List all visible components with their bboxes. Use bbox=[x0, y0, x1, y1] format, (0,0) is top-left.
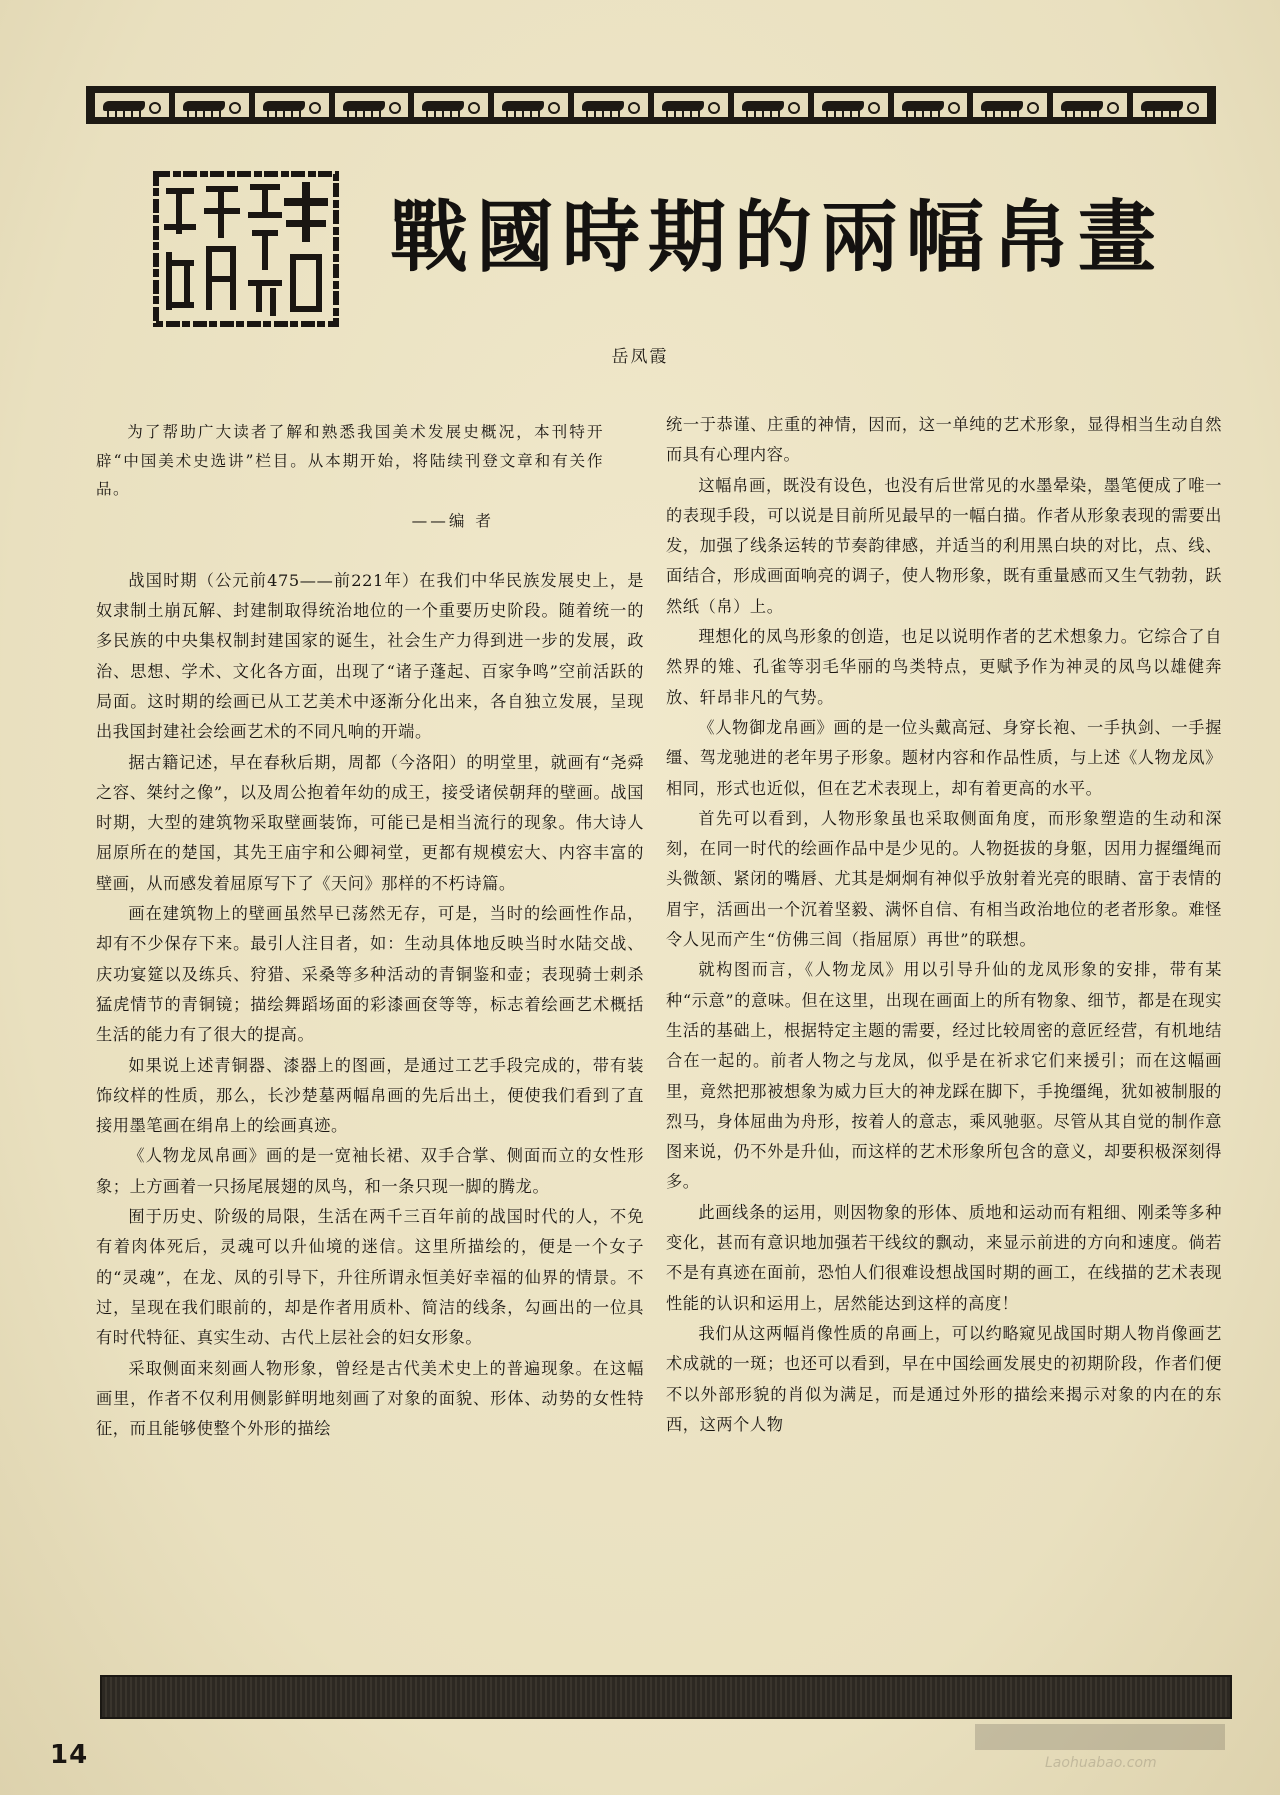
article-title: 戰國時期的兩幅帛畫 bbox=[390, 193, 1165, 283]
paragraph: 囿于历史、阶级的局限，生活在两千三百年前的战国时代的人，不免有着肉体死后，灵魂可以升仙境的迷信。这里所描绘的，便是一个女子的“灵魂”，在龙、凤的引导下，升往所谓永恒美好幸福的仙界的情景。不过，呈现在我们眼前的，却是作者用质朴、简洁的线条，勾画出的一位具有时代特征、真实生动、古代上层社会的妇女形象。 bbox=[96, 1207, 644, 1348]
paragraph: 此画线条的运用，则因物象的形体、质地和运动而有粗细、刚柔等多种变化，甚而有意识地加强若干线纹的飘动，来显示前进的方向和速度。倘若不是有真迹在面前，恐怕人们很难设想战国时期的画工，在线描的艺术表现性能的认识和运用上，居然能达到这样的高度！ bbox=[666, 1202, 1222, 1313]
left-column bbox=[96, 418, 644, 1444]
author-byline: 岳凤霞 bbox=[611, 347, 669, 367]
paragraph: 采取侧面来刻画人物形象，曾经是古代美术史上的普遍现象。在这幅画里，作者不仅利用侧影鲜明地刻画了对象的面貌、形体、动势的女性特征，而且能够使整个外形的描绘 bbox=[96, 1358, 644, 1439]
right-column bbox=[666, 410, 1222, 1440]
paragraph: 画在建筑物上的壁画虽然早已荡然无存，可是，当时的绘画性作品，却有不少保存下来。最引人注目者，如：生动具体地反映当时水陆交战、庆功宴筵以及练兵、狩猎、采桑等多种活动的青铜鉴和壶；表现骑士刺杀猛虎情节的青铜镜；描绘舞蹈场面的彩漆画奁等等，标志着绘画艺术概括生活的能力有了很大的提高。 bbox=[96, 904, 644, 1045]
paragraph: 这幅帛画，既没有设色，也没有后世常见的水墨晕染，墨笔便成了唯一的表现手段，可以说是目前所见最早的一幅白描。作者从形象表现的需要出发，加强了线条运转的节奏韵律感，并适当的利用黑白块的对比，点、线、面结合，形成画面响亮的调子，使人物形象，既有重量感而又生气勃勃，跃然纸（帛）上。 bbox=[666, 475, 1222, 616]
page-number: 14 bbox=[50, 1740, 89, 1770]
paragraph: 我们从这两幅肖像性质的帛画上，可以约略窥见战国时期人物肖像画艺术成就的一斑；也还可以看到，早在中国绘画发展史的初期阶段，作者们便不以外部形貌的肖似为满足，而是通过外形的描绘来揭示对象的内在的东西，这两个人物 bbox=[666, 1323, 1222, 1434]
editor-note: 为了帮助广大读者了解和熟悉我国美术发展史概况，本刊特开辟“中国美术史选讲”栏目。从本期开始，将陆续刊登文章和有关作品。 bbox=[96, 423, 604, 498]
paragraph: 据古籍记述，早在春秋后期，周都（今洛阳）的明堂里，就画有“尧舜之容、桀纣之像”，以及周公抱着年幼的成王，接受诸侯朝拜的壁画。战国时期，大型的建筑物采取壁画装饰，可能已是相当流行的现象。伟大诗人屈原所在的楚国，其先王庙宇和公卿祠堂，更都有规模宏大、内容丰富的壁画，从而感发着屈原写下了《天问》那样的不朽诗篇。 bbox=[96, 752, 644, 893]
decorative-bottom-border bbox=[100, 1675, 1232, 1719]
watermark-logo-icon bbox=[975, 1722, 1225, 1772]
paragraph: 就构图而言，《人物龙凤》用以引导升仙的龙凤形象的安排，带有某种“示意”的意味。但在这里，出现在画面上的所有物象、细节，都是在现实生活的基础上，根据特定主题的需要，经过比较周密的意匠经营，有机地结合在一起的。前者人物之与龙凤，似乎是在祈求它们来援引；而在这幅画里，竟然把那被想象为威力巨大的神龙踩在脚下，手挽缰绳，犹如被制服的烈马，身体屈曲为舟形，按着人的意志，乘风驰驱。尽管从其自觉的制作意图来说，仍不外是升仙，而这样的艺术形象所包含的意义，却要积极深刻得多。 bbox=[666, 960, 1222, 1192]
paragraph: 首先可以看到，人物形象虽也采取侧面角度，而形象塑造的生动和深刻，在同一时代的绘画作品中是少见的。人物挺拔的身躯，因用力握缰绳而头微颔、紧闭的嘴唇、尤其是炯炯有神似乎放射着光亮的眼睛、富于表情的眉宇，活画出一个沉着坚毅、满怀自信、有相当政治地位的老者形象。难怪令人见而产生“仿佛三闾（指屈原）再世”的联想。 bbox=[666, 808, 1222, 950]
paragraph: 如果说上述青铜器、漆器上的图画，是通过工艺手段完成的，带有装饰纹样的性质，那么，长沙楚墓两幅帛画的先后出土，便使我们看到了直接用墨笔画在绢帛上的绘画真迹。 bbox=[96, 1055, 644, 1136]
watermark-text: Laohuabao.com bbox=[1045, 1755, 1157, 1771]
seal-stamp-icon bbox=[152, 168, 342, 330]
paragraph: 理想化的凤鸟形象的创造，也足以说明作者的艺术想象力。它综合了自然界的雉、孔雀等羽毛华丽的鸟类特点，更赋予作为神灵的凤鸟以雄健奔放、轩昂非凡的气势。 bbox=[666, 627, 1222, 707]
decorative-chariot-border bbox=[86, 86, 1216, 124]
editor-signature: ——编 者 bbox=[411, 511, 494, 530]
paragraph: 统一于恭谨、庄重的神情，因而，这一单纯的艺术形象，显得相当生动自然而具有心理内容。 bbox=[666, 415, 1222, 465]
paragraph: 《人物御龙帛画》画的是一位头戴高冠、身穿长袍、一手执剑、一手握缰、驾龙驰进的老年男子形象。题材内容和作品性质，与上述《人物龙凤》相同，形式也近似，但在艺术表现上，却有着更高的水平。 bbox=[666, 717, 1222, 798]
paragraph: 《人物龙凤帛画》画的是一宽袖长裙、双手合掌、侧面而立的女性形象；上方画着一只扬尾展翅的凤鸟，和一条只现一脚的腾龙。 bbox=[96, 1146, 644, 1196]
paragraph: 战国时期（公元前475——前221年）在我们中华民族发展史上，是奴隶制土崩瓦解、封建制取得统治地位的一个重要历史阶段。随着统一的多民族的中央集权制封建国家的诞生，社会生产力得到进一步的发展，政治、思想、学术、文化各方面，出现了“诸子蓬起、百家争鸣”空前活跃的局面。这时期的绘画已从工艺美术中逐渐分化出来，各自独立发展，呈现出我国封建社会绘画艺术的不同凡响的开端。 bbox=[96, 570, 644, 742]
column-seal-logo bbox=[152, 168, 342, 330]
